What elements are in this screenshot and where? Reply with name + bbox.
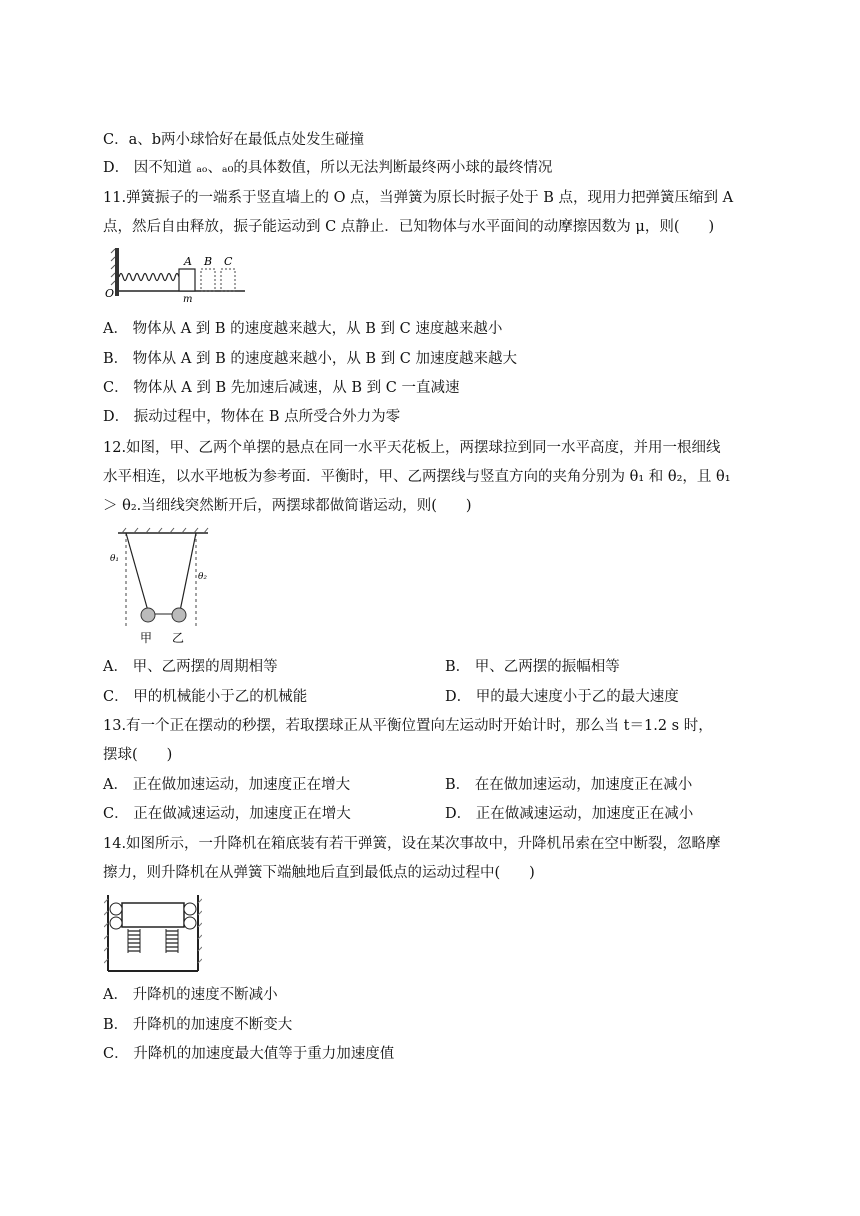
q12-stem-line1: 12.如图，甲、乙两个单摆的悬点在同一水平天花板上，两摆球拉到同一水平高度，并用一根细线 [103,440,721,456]
spring-left [128,931,140,951]
wall [115,248,119,296]
q11-option-a: A． 物体从 A 到 B 的速度越来越大，从 B 到 C 速度越来越小 [103,321,503,337]
q14-stem-line2: 擦力，则升降机在从弹簧下端触地后直到最低点的运动过程中( ) [103,865,535,881]
elevator-car [122,903,184,927]
ball-yi [172,608,186,622]
q13-option-d: D． 正在做减速运动，加速度正在减小 [445,806,694,822]
label-theta1: θ₁ [110,554,120,564]
label-jia: 甲 [140,631,153,645]
q12-option-d: D． 甲的最大速度小于乙的最大速度 [445,689,679,705]
label-a: A [184,255,192,268]
block-b-dashed [201,269,215,291]
q11-option-c: C． 物体从 A 到 B 先加速后减速，从 B 到 C 一直减速 [103,380,460,396]
ball-jia [141,608,155,622]
q13-option-a: A． 正在做加速运动，加速度正在增大 [103,777,351,793]
string-yi [180,533,196,611]
label-b: B [204,255,213,268]
q11-option-b: B． 物体从 A 到 B 的速度越来越小，从 B 到 C 加速度越来越大 [103,351,518,367]
q12-stem-line2: 水平相连，以水平地板为参考面．平衡时，甲、乙两摆线与竖直方向的夹角分别为 θ₁ 和 θ₂，且 θ₁ [103,469,731,485]
block-c-dashed [221,269,235,291]
q10-option-d: D． 因不知道 ₐₒ、ₐ₀的具体数值，所以无法判断最终两小球的最终情况 [103,160,553,176]
label-yi: 乙 [172,631,185,645]
block-a [179,269,195,291]
roller [110,903,122,915]
q12-option-b: B． 甲、乙两摆的振幅相等 [445,659,620,675]
q12-stem-line3: ＞ θ₂.当细线突然断开后，两摆球都做简谐运动，则( ) [103,498,472,514]
q13-option-c: C． 正在做减速运动，加速度正在增大 [103,806,351,822]
q12-option-a: A． 甲、乙两摆的周期相等 [103,659,278,675]
label-m: m [183,294,193,303]
roller [184,903,196,915]
q13-stem-line2: 摆球( ) [103,747,173,763]
q13-option-b: B． 在在做加速运动，加速度正在减小 [445,777,693,793]
q10-option-c: C．a、b两小球恰好在最低点处发生碰撞 [103,132,365,148]
label-o: O [105,287,115,300]
label-theta2: θ₂ [198,572,208,582]
q14-option-c: C． 升降机的加速度最大值等于重力加速度值 [103,1046,395,1062]
q11-option-d: D． 振动过程中，物体在 B 点所受合外力为零 [103,409,401,425]
q12-option-c: C． 甲的机械能小于乙的机械能 [103,689,308,705]
q11-stem-line1: 11.弹簧振子的一端系于竖直墙上的 O 点，当弹簧为原长时振子处于 B 点，现用力把弹簧压缩到 A [103,190,734,206]
pendulum-figure [108,527,213,647]
roller [184,917,196,929]
roller [110,917,122,929]
q13-stem-line1: 13.有一个正在摆动的秒摆，若取摆球正从平衡位置向左运动时开始计时，那么当 t＝1.2 s 时， [103,718,713,734]
q14-stem-line1: 14.如图所示，一升降机在箱底装有若干弹簧，设在某次事故中，升降机吊索在空中断裂，忽略摩 [103,836,721,852]
spring-right [166,931,178,951]
elevator-figure [104,893,202,975]
string-jia [126,533,148,611]
q14-option-b: B． 升降机的加速度不断变大 [103,1017,293,1033]
spring-oscillator-figure [105,243,250,303]
q14-option-a: A． 升降机的速度不断减小 [103,987,278,1003]
label-c: C [224,255,233,268]
q11-stem-line2: 点，然后自由释放，振子能运动到 C 点静止．已知物体与水平面间的动摩擦因数为 μ，则( ) [103,219,715,235]
spring [119,274,179,281]
